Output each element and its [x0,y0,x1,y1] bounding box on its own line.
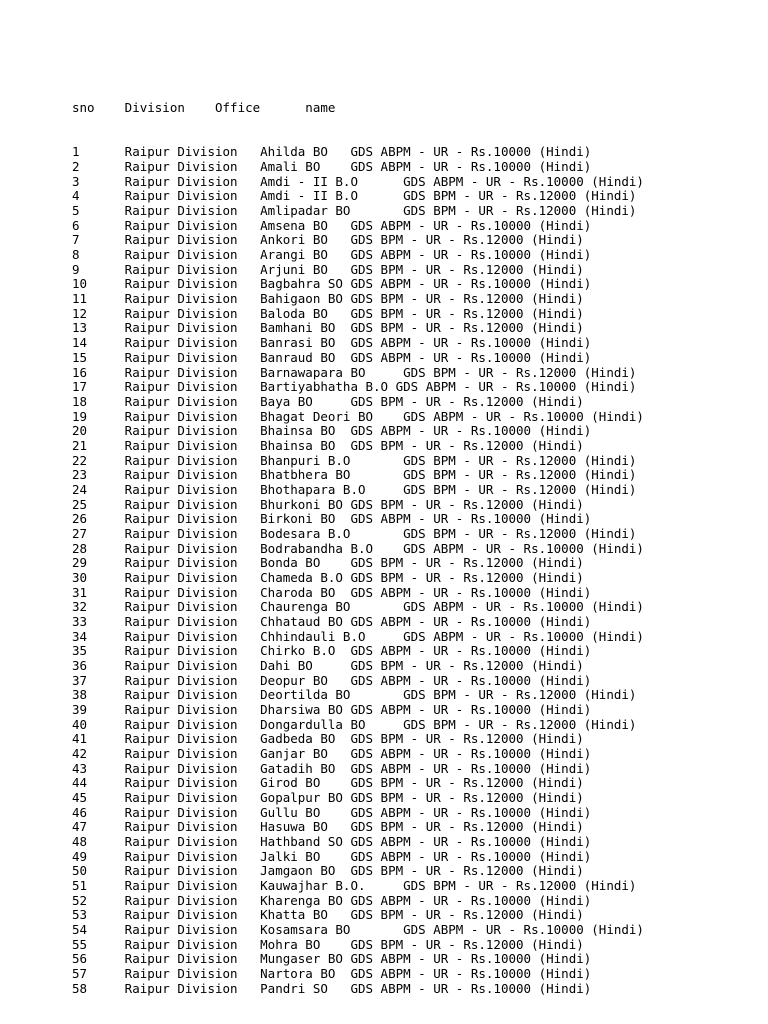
text-row: 6 Raipur Division Amsena BO GDS ABPM - UR - Rs.10000 (Hindi) [72,217,592,233]
text-row: 37 Raipur Division Deopur BO GDS ABPM - UR - Rs.10000 (Hindi) [72,672,592,688]
text-row: 9 Raipur Division Arjuni BO GDS BPM - UR - Rs.12000 (Hindi) [72,261,584,277]
text-row: 52 Raipur Division Kharenga BO GDS ABPM - UR - Rs.10000 (Hindi) [72,892,592,908]
text-row: 1 Raipur Division Ahilda BO GDS ABPM - UR - Rs.10000 (Hindi) [72,144,592,160]
text-row: 14 Raipur Division Banrasi BO GDS ABPM - UR - Rs.10000 (Hindi) [72,335,592,351]
text-row: 47 Raipur Division Hasuwa BO GDS BPM - UR - Rs.12000 (Hindi) [72,819,584,835]
text-row: 25 Raipur Division Bhurkoni BO GDS BPM - UR - Rs.12000 (Hindi) [72,496,584,512]
text-row: 3 Raipur Division Amdi - II B.O GDS ABPM - UR - Rs.10000 (Hindi) [72,173,644,189]
text-row: 24 Raipur Division Bhothapara B.O GDS BPM - UR - Rs.12000 (Hindi) [72,481,637,497]
text-row: 15 Raipur Division Banraud BO GDS ABPM - UR - Rs.10000 (Hindi) [72,349,592,365]
text-row: 39 Raipur Division Dharsiwa BO GDS ABPM - UR - Rs.10000 (Hindi) [72,701,592,717]
text-row: 11 Raipur Division Bahigaon BO GDS BPM - UR - Rs.12000 (Hindi) [72,291,584,307]
text-row: 29 Raipur Division Bonda BO GDS BPM - UR - Rs.12000 (Hindi) [72,555,584,571]
header-row: sno Division Office name [72,100,336,116]
text-row: 16 Raipur Division Barnawapara BO GDS BPM - UR - Rs.12000 (Hindi) [72,364,637,380]
text-row: 36 Raipur Division Dahi BO GDS BPM - UR - Rs.12000 (Hindi) [72,657,584,673]
text-row: 57 Raipur Division Nartora BO GDS ABPM - UR - Rs.10000 (Hindi) [72,966,592,982]
text-row: 56 Raipur Division Mungaser BO GDS ABPM - UR - Rs.10000 (Hindi) [72,951,592,967]
text-row: 12 Raipur Division Baloda BO GDS BPM - UR - Rs.12000 (Hindi) [72,305,584,321]
text-row: 28 Raipur Division Bodrabandha B.O GDS ABPM - UR - Rs.10000 (Hindi) [72,540,644,556]
text-row: 58 Raipur Division Pandri SO GDS ABPM - UR - Rs.10000 (Hindi) [72,980,592,996]
text-row: 50 Raipur Division Jamgaon BO GDS BPM - UR - Rs.12000 (Hindi) [72,863,584,879]
text-row: 43 Raipur Division Gatadih BO GDS ABPM - UR - Rs.10000 (Hindi) [72,760,592,776]
text-row: 13 Raipur Division Bamhani BO GDS BPM - UR - Rs.12000 (Hindi) [72,320,584,336]
text-row: 18 Raipur Division Baya BO GDS BPM - UR - Rs.12000 (Hindi) [72,393,584,409]
text-row: 23 Raipur Division Bhatbhera BO GDS BPM - UR - Rs.12000 (Hindi) [72,467,637,483]
text-row: 8 Raipur Division Arangi BO GDS ABPM - UR - Rs.10000 (Hindi) [72,247,592,263]
text-row: 20 Raipur Division Bhainsa BO GDS ABPM - UR - Rs.10000 (Hindi) [72,423,592,439]
text-row: 34 Raipur Division Chhindauli B.O GDS ABPM - UR - Rs.10000 (Hindi) [72,628,644,644]
text-row: 7 Raipur Division Ankori BO GDS BPM - UR - Rs.12000 (Hindi) [72,232,584,248]
text-row: 40 Raipur Division Dongardulla BO GDS BPM - UR - Rs.12000 (Hindi) [72,716,637,732]
text-row: 55 Raipur Division Mohra BO GDS BPM - UR - Rs.12000 (Hindi) [72,936,584,952]
text-row: 31 Raipur Division Charoda BO GDS ABPM - UR - Rs.10000 (Hindi) [72,584,592,600]
text-row: 44 Raipur Division Girod BO GDS BPM - UR - Rs.12000 (Hindi) [72,775,584,791]
text-row: 45 Raipur Division Gopalpur BO GDS BPM - UR - Rs.12000 (Hindi) [72,789,584,805]
text-row: 38 Raipur Division Deortilda BO GDS BPM - UR - Rs.12000 (Hindi) [72,687,637,703]
text-row: 42 Raipur Division Ganjar BO GDS ABPM - UR - Rs.10000 (Hindi) [72,745,592,761]
text-row: 48 Raipur Division Hathband SO GDS ABPM - UR - Rs.10000 (Hindi) [72,834,592,849]
text-row: 51 Raipur Division Kauwajhar B.O. GDS BPM - UR - Rs.12000 (Hindi) [72,878,637,894]
text-row: 46 Raipur Division Gullu BO GDS ABPM - UR - Rs.10000 (Hindi) [72,804,592,820]
text-row: 53 Raipur Division Khatta BO GDS BPM - UR - Rs.12000 (Hindi) [72,907,584,923]
text-row: 19 Raipur Division Bhagat Deori BO GDS ABPM - UR - Rs.10000 (Hindi) [72,408,644,424]
text-row: 10 Raipur Division Bagbahra SO GDS ABPM - UR - Rs.10000 (Hindi) [72,276,592,292]
text-row: 5 Raipur Division Amlipadar BO GDS BPM - UR - Rs.12000 (Hindi) [72,203,637,219]
rows-container [72,145,762,996]
text-row: 21 Raipur Division Bhainsa BO GDS BPM - UR - Rs.12000 (Hindi) [72,437,584,453]
text-row: 54 Raipur Division Kosamsara BO GDS ABPM - UR - Rs.10000 (Hindi) [72,922,644,938]
text-row: 32 Raipur Division Chaurenga BO GDS ABPM - UR - Rs.10000 (Hindi) [72,599,644,615]
text-row: 2 Raipur Division Amali BO GDS ABPM - UR - Rs.10000 (Hindi) [72,159,592,175]
text-row: 35 Raipur Division Chirko B.O GDS ABPM - UR - Rs.10000 (Hindi) [72,643,592,659]
document-text [72,72,762,1011]
text-row: 30 Raipur Division Chameda B.O GDS BPM - UR - Rs.12000 (Hindi) [72,569,584,585]
text-row: 17 Raipur Division Bartiyabhatha B.O GDS ABPM - UR - Rs.10000 (Hindi) [72,379,637,395]
text-row: 27 Raipur Division Bodesara B.O GDS BPM - UR - Rs.12000 (Hindi) [72,525,637,541]
text-row: 33 Raipur Division Chhataud BO GDS ABPM - UR - Rs.10000 (Hindi) [72,613,592,629]
text-row: 4 Raipur Division Amdi - II B.O GDS BPM - UR - Rs.12000 (Hindi) [72,188,637,204]
text-row: 41 Raipur Division Gadbeda BO GDS BPM - UR - Rs.12000 (Hindi) [72,731,584,747]
text-row: 22 Raipur Division Bhanpuri B.O GDS BPM - UR - Rs.12000 (Hindi) [72,452,637,468]
text-row: 26 Raipur Division Birkoni BO GDS ABPM - UR - Rs.10000 (Hindi) [72,511,592,527]
text-row: 49 Raipur Division Jalki BO GDS ABPM - UR - Rs.10000 (Hindi) [72,848,592,864]
